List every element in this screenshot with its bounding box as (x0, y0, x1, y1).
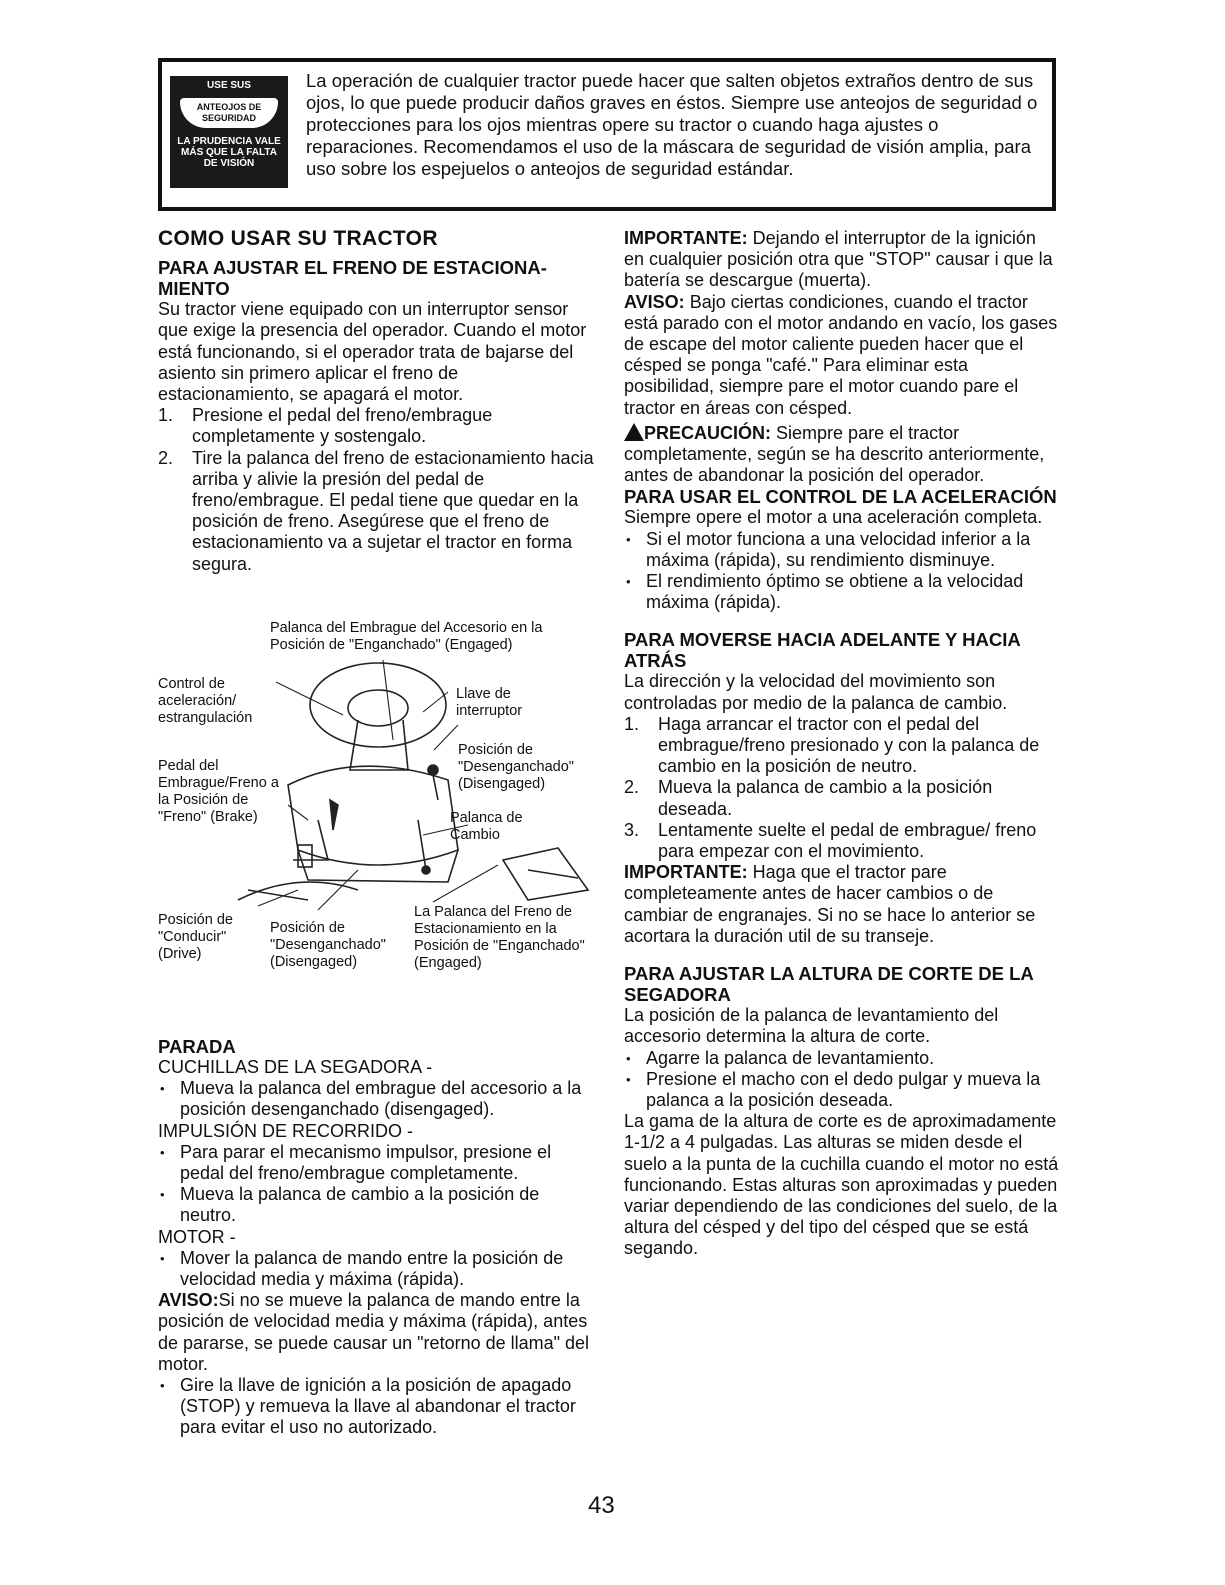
diagram-label-throttle: Control de aceleración/ estrangulación (158, 676, 253, 726)
safety-warning-text: La operación de cualquier tractor puede hacer que salten objetos extraños dentro de sus ojos, lo que puede producir daños graves en éstos. Siempre use anteojos de seguridad o protecciones para los ojos mientras opere su tractor o cuando haga ajustes o reparaciones. Recomendamos el uso de la máscara de seguridad de visión amplia, para uso sobre los espejuelos o anteojos de seguridad estándar. (306, 70, 1038, 179)
left-column-top (158, 228, 598, 575)
engine-bullet: • Gire la llave de ignición a la posición de apagado (STOP) y remueva la llave al abandonar el tractor para evitar el uso no autorizado. (158, 1375, 598, 1439)
diagram-label-disengaged-position: Posición de "Desenganchado" (Disengaged) (270, 920, 386, 970)
brake-step-text: Tire la palanca del freno de estacionamiento hacia arriba y alivie la presión del pedal de freno/embrague. El pedal tiene que quedar en la posición de freno. Asegúrese que el freno de estacionamiento va a sujetar el tractor en forma segura. (192, 447, 594, 574)
blades-heading: CUCHILLAS DE LA SEGADORA - (158, 1057, 433, 1077)
icon-bottom-label: LA PRUDENCIA VALE MÁS QUE LA FALTA DE VISIÓN (177, 136, 281, 169)
diagram-label-brake-pedal: Pedal del Embrague/Freno a la Posición de "Freno" (Brake) (158, 758, 279, 825)
blades-bullet: • Mueva la palanca del embrague del accesorio a la posición desenganchado (disengaged). (158, 1078, 598, 1120)
move-step-number: 1. (624, 713, 640, 734)
move-step-text: Lentamente suelte el pedal de embrague/ freno para empezar con el movimiento. (658, 819, 1037, 862)
cut-height-bullet: • Agarre la palanca de levantamiento. (624, 1048, 1060, 1069)
ground-drive-heading: IMPULSIÓN DE RECORRIDO - (158, 1120, 414, 1141)
cut-height-text: La gama de la altura de corte es de aproximadamente 1-1/2 a 4 pulgadas. Las alturas se miden desde el suelo a la punta de la cuchilla cuando el motor no está funcionando. Estas alturas son aproximadas y pueden variar dependiendo de las condiciones del suelo, de la altura del césped y del tipo del césped que se está segando. (624, 1111, 1059, 1259)
brake-step-number: 1. (158, 405, 174, 426)
diagram-label-shift-lever: Palanca de Cambio (450, 810, 523, 843)
ground-drive-bullet: • Para parar el mecanismo impulsor, presione el pedal del freno/embrague completamente. (158, 1142, 598, 1184)
move-step (624, 714, 1060, 778)
move-step-text: Mueva la palanca de cambio a la posición deseada. (658, 777, 993, 819)
move-step-number: 2. (624, 777, 640, 798)
throttle-bullet: • El rendimiento óptimo se obtiene a la velocidad máxima (rápida). (624, 571, 1060, 613)
move-step (624, 777, 1060, 819)
brake-step-number: 2. (158, 447, 174, 468)
brake-step (158, 448, 598, 575)
stop-heading: PARADA (158, 1036, 236, 1057)
aviso-label: AVISO: (624, 291, 685, 312)
left-column-bottom (158, 1036, 598, 1439)
move-heading: PARA MOVERSE HACIA ADELANTE Y HACIA ATRÁS (624, 629, 1021, 672)
diagram-label-parking-brake: La Palanca del Freno de Estacionamiento en la Posición de "Enganchado" (Engaged) (414, 904, 585, 971)
aviso-text: Bajo ciertas condiciones, cuando el tractor está parado con el motor andando en vacío, los gases de escape del motor caliente pueden hacer que el césped se ponga "café." Para eliminar esta posibilidad, siempre pare el motor cuando pare el tractor en áreas con césped. (624, 291, 1058, 418)
throttle-bullet: • Si el motor funciona a una velocidad inferior a la máxima (rápida), su rendimiento disminuye. (624, 529, 1060, 571)
right-column (624, 228, 1060, 1260)
aviso-text: Si no se mueve la palanca de mando entre la posición de velocidad media y máxima (rápida), antes de pararse, se puede causar un "retorno de llama" del motor. (158, 1290, 590, 1374)
page-title: COMO USAR SU TRACTOR (158, 227, 438, 250)
icon-goggles-label: ANTEOJOS DE SEGURIDAD (180, 98, 278, 128)
cut-height-heading: PARA AJUSTAR LA ALTURA DE CORTE DE LA SEGADORA (624, 963, 1034, 1006)
move-step-text: Haga arrancar el tractor con el pedal del embrague/freno presionado y con la palanca de cambio en la posición de neutro. (658, 713, 1040, 777)
throttle-intro: Siempre opere el motor a una aceleración completa. (624, 507, 1043, 528)
tractor-controls-diagram (158, 620, 598, 1010)
diagram-label-accessory-clutch: Palanca del Embrague del Accesorio en la Posición de "Enganchado" (Engaged) (270, 620, 543, 653)
diagram-label-disengaged: Posición de "Desenganchado" (Disengaged) (458, 742, 574, 792)
important-label: IMPORTANTE: (624, 228, 748, 248)
caution-triangle-icon (624, 423, 644, 441)
caution-label: PRECAUCIÓN: (644, 422, 772, 443)
icon-top-label: USE SUS (207, 80, 251, 91)
brake-step-text: Presione el pedal del freno/embrague completamente y sostengalo. (192, 405, 493, 447)
brake-heading: PARA AJUSTAR EL FRENO DE ESTACIONA-MIENTO (158, 257, 547, 300)
important-text: Haga que el tractor pare completeamente antes de hacer cambios o de cambiar de engranajes. Si no se hace lo anterior se acortara la duración util de su transeje. (624, 862, 1036, 946)
brake-step (158, 405, 598, 447)
move-intro: La dirección y la velocidad del movimiento son controladas por medio de la palanca de cambio. (624, 671, 1008, 713)
engine-heading: MOTOR - (158, 1226, 236, 1247)
important-text: Dejando el interruptor de la ignición en cualquier posición otra que "STOP" causar i que la batería se descargue (muerta). (624, 228, 1053, 291)
safety-goggles-icon (170, 76, 288, 188)
engine-bullet: • Mover la palanca de mando entre la posición de velocidad media y máxima (rápida). (158, 1248, 598, 1290)
brake-intro: Su tractor viene equipado con un interruptor sensor que exige la presencia del operador. Cuando el motor está funcionando, si el operador trata de bajarse del asiento sin primero aplicar el freno de estacionamiento, se apagará el motor. (158, 299, 587, 405)
diagram-label-ignition-key: Llave de interruptor (456, 686, 523, 719)
move-step-number: 3. (624, 819, 640, 840)
aviso-label: AVISO: (158, 1290, 219, 1311)
cut-height-intro: La posición de la palanca de levantamiento del accesorio determina la altura de corte. (624, 1005, 999, 1047)
cut-height-bullet: • Presione el macho con el dedo pulgar y mueva la palanca a la posición deseada. (624, 1069, 1060, 1111)
caution-text: Siempre pare el tractor completamente, según se ha descrito anteriormente, antes de abandonar la posición del operador. (624, 422, 1045, 486)
throttle-heading: PARA USAR EL CONTROL DE LA ACELERACIÓN (624, 486, 1057, 508)
important-label: IMPORTANTE: (624, 862, 748, 883)
diagram-label-drive: Posición de "Conducir" (Drive) (158, 912, 233, 962)
ground-drive-bullet: • Mueva la palanca de cambio a la posición de neutro. (158, 1184, 598, 1226)
move-step (624, 820, 1060, 862)
page-number: 43 (588, 1492, 615, 1519)
